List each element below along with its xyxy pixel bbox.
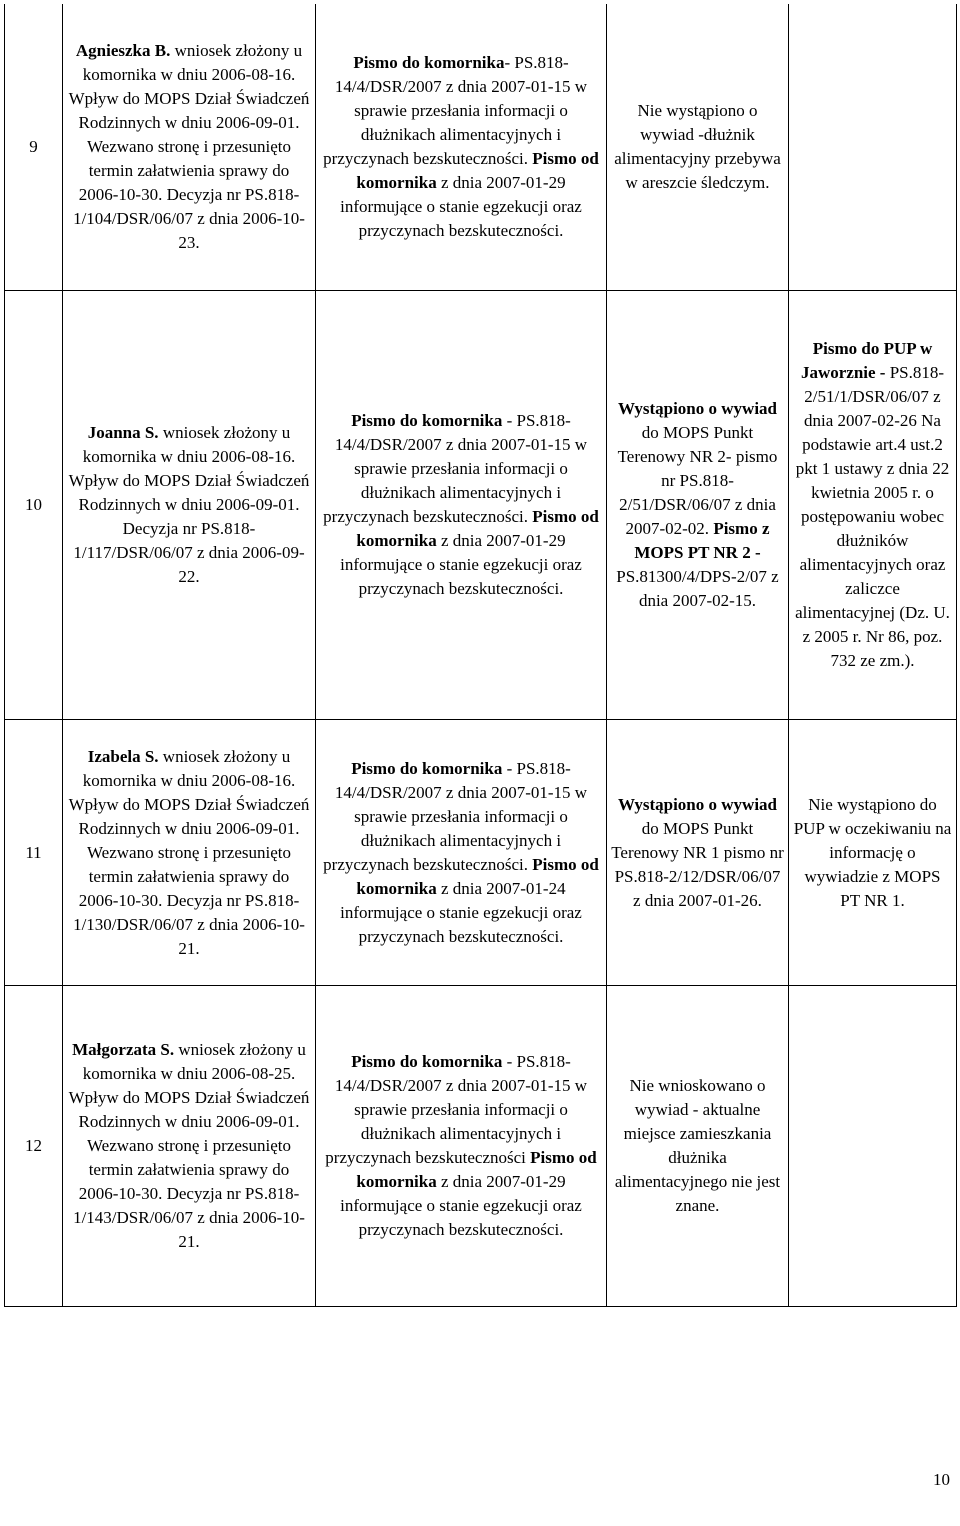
interview-request-text: do MOPS Punkt Terenowy NR 1 pismo nr PS.818-2/12/DSR/06/07 z dnia 2007-01-26. (611, 818, 784, 910)
bailiff-correspondence-cell (316, 720, 607, 986)
interview-text: Nie wnioskowano o wywiad - aktualne miejsce zamieszkania dłużnika alimentacyjnego nie jest znane. (614, 1076, 781, 1215)
applicant-name: Izabela S. (87, 746, 159, 766)
applicant-text: wniosek złożony u komornika w dniu 2006-08-16. Wpływ do MOPS Dział Świadczeń Rodzinnych w dniu 2006-09-01. Decyzja nr PS.818-1/117/DSR/06/07 z dnia 2006-09-22. (68, 423, 310, 586)
applicant-cell (63, 4, 316, 291)
interview-request-label: Wystąpiono o wywiad (617, 794, 777, 814)
page-number: 10 (933, 1470, 950, 1489)
letter-to-bailiff-label: Pismo do komornika (351, 758, 503, 778)
interview-request-text: do MOPS Punkt Terenowy NR 2- pismo nr PS.818-2/51/DSR/06/07 z dnia 2007-02-02. (617, 423, 778, 538)
letter-from-bailiff-text: z dnia 2007-01-29 informujące o stanie egzekucji oraz przyczynach bezskuteczności. (340, 173, 582, 240)
interview-cell (607, 291, 789, 720)
table-row (5, 986, 957, 1307)
interview-request-label: Wystąpiono o wywiad (617, 399, 777, 418)
applicant-cell (63, 986, 316, 1307)
pup-text: Nie wystąpiono do PUP w oczekiwaniu na informację o wywiadzie z MOPS PT NR 1. (793, 794, 952, 910)
letter-to-bailiff-text: - PS.818-14/4/DSR/2007 z dnia 2007-01-15 w sprawie przesłania informacji o dłużnikach alimentacyjnych i przyczynach bezskuteczności. (323, 758, 588, 874)
letter-from-bailiff-text: z dnia 2007-01-29 informujące o stanie egzekucji oraz przyczynach bezskuteczności. (340, 531, 582, 598)
bailiff-correspondence-cell (316, 291, 607, 720)
interview-reply-label: Pismo z MOPS PT NR 2 - (634, 519, 770, 562)
applicant-cell (63, 720, 316, 986)
applicant-text: wniosek złożony u komornika w dniu 2006-08-16. Wpływ do MOPS Dział Świadczeń Rodzinnych w dniu 2006-09-01. Wezwano stronę i przesunięto termin załatwienia sprawy do 2006-10-30. Decyzja nr PS.818-1/130/DSR/06/07 z dnia 2006-10-21. (68, 746, 310, 958)
letter-to-bailiff-text: - PS.818-14/4/DSR/2007 z dnia 2007-01-15 w sprawie przesłania informacji o dłużnikach alimentacyjnych i przyczynach bezskuteczności (325, 1052, 588, 1167)
interview-cell (607, 720, 789, 986)
applicant-name: Małgorzata S. (72, 1040, 175, 1059)
letter-from-bailiff-label: Pismo od komornika (356, 854, 599, 898)
applicant-text: wniosek złożony u komornika w dniu 2006-08-16. Wpływ do MOPS Dział Świadczeń Rodzinnych w dniu 2006-09-01. Wezwano stronę i przesunięto termin załatwienia sprawy do 2006-10-30. Decyzja nr PS.818-1/104/DSR/06/07 z dnia 2006-10-23. (68, 41, 310, 252)
table-row (5, 4, 957, 291)
applicant-name: Joanna S. (87, 423, 159, 442)
letter-from-bailiff-text: z dnia 2007-01-29 informujące o stanie egzekucji oraz przyczynach bezskuteczności. (340, 1172, 582, 1239)
row-number: 11 (5, 720, 63, 986)
interview-cell (607, 4, 789, 291)
pup-letter-text: PS.818-2/51/1/DSR/06/07 z dnia 2007-02-26 Na podstawie art.4 ust.2 pkt 1 ustawy z dnia 22 kwietnia 2005 r. o postępowaniu wobec dłużników alimentacyjnych oraz zaliczce alimentacyjnej (Dz. U. z 2005 r. Nr 86, poz. 732 ze zm.). (795, 363, 950, 670)
pup-cell (789, 4, 957, 291)
applicant-text: wniosek złożony u komornika w dniu 2006-08-25. Wpływ do MOPS Dział Świadczeń Rodzinnych w dniu 2006-09-01. Wezwano stronę i przesunięto termin załatwienia sprawy do 2006-10-30. Decyzja nr PS.818-1/143/DSR/06/07 z dnia 2006-10-21. (68, 1040, 310, 1251)
interview-cell (607, 986, 789, 1307)
letter-from-bailiff-label: Pismo od komornika (356, 507, 599, 550)
applicant-name: Agnieszka B. (75, 41, 171, 60)
interview-reply-text: PS.81300/4/DPS-2/07 z dnia 2007-02-15. (616, 567, 779, 610)
table-row (5, 291, 957, 720)
row-number: 9 (5, 4, 63, 291)
row-number: 12 (5, 986, 63, 1307)
table-row (5, 720, 957, 986)
pup-cell (789, 986, 957, 1307)
bailiff-correspondence-cell (316, 4, 607, 291)
applicant-cell (63, 291, 316, 720)
letter-from-bailiff-text: z dnia 2007-01-24 informujące o stanie egzekucji oraz przyczynach bezskuteczności. (340, 878, 582, 946)
pup-letter-label: Pismo do PUP w Jaworznie - (800, 339, 933, 382)
letter-to-bailiff-label: Pismo do komornika (351, 1052, 503, 1071)
pup-cell (789, 291, 957, 720)
letter-to-bailiff-text: - PS.818-14/4/DSR/2007 z dnia 2007-01-15 w sprawie przesłania informacji o dłużnikach alimentacyjnych i przyczynach bezskuteczności. (323, 53, 588, 168)
letter-to-bailiff-label: Pismo do komornika (353, 53, 505, 72)
interview-text: Nie wystąpiono o wywiad -dłużnik alimentacyjny przebywa w areszcie śledczym. (614, 101, 781, 192)
letter-from-bailiff-label: Pismo od komornika (356, 149, 599, 192)
records-table (4, 4, 957, 1307)
letter-to-bailiff-label: Pismo do komornika (351, 411, 503, 430)
bailiff-correspondence-cell (316, 986, 607, 1307)
letter-to-bailiff-text: - PS.818-14/4/DSR/2007 z dnia 2007-01-15 w sprawie przesłania informacji o dłużnikach alimentacyjnych i przyczynach bezskuteczności. (323, 411, 588, 526)
letter-from-bailiff-label: Pismo od komornika (356, 1148, 597, 1191)
pup-cell (789, 720, 957, 986)
row-number: 10 (5, 291, 63, 720)
